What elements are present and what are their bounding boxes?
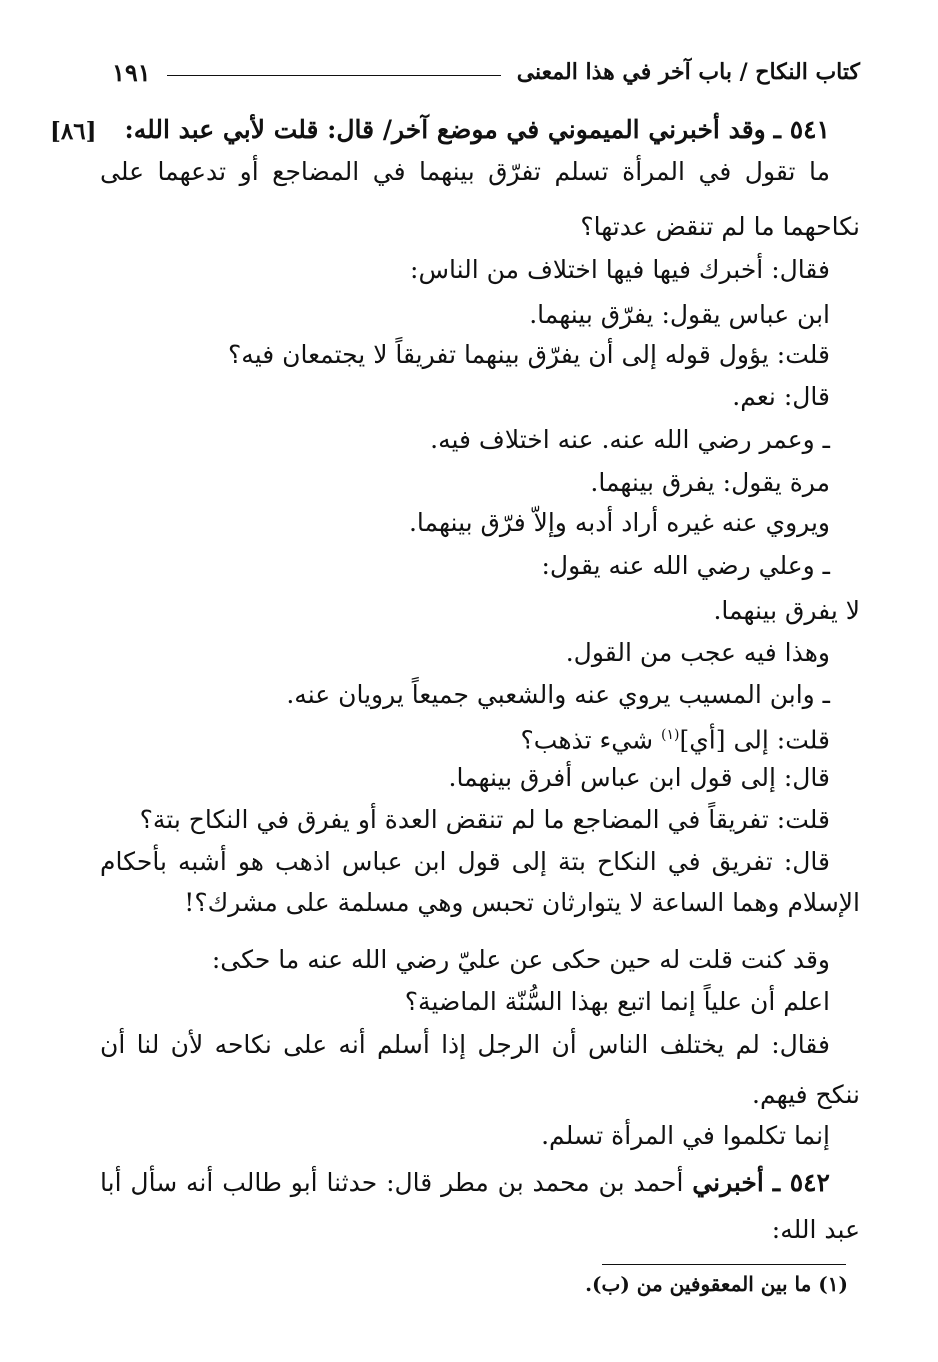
manuscript-folio-mark: [٨٦] (50, 118, 97, 145)
text-line: ويروي عنه غيره أراد أدبه وإلاّ فرّق بينهما. (408, 508, 830, 537)
text-line: وقد كنت قلت له حين حكى عن عليّ رضي الله عنه ما حكى: (211, 945, 830, 974)
footnote-ref: (١) (661, 727, 680, 743)
text-line: ـ وعمر رضي الله عنه. عنه اختلاف فيه. (430, 425, 830, 454)
text-line: ما تقول في المرأة تسلم تفرّق بينهما في المضاجع أو تدعهما على (100, 157, 830, 186)
entry-lead: أخبرني (692, 1168, 764, 1197)
text-line: ابن عباس يقول: يفرّق بينهما. (529, 300, 830, 329)
text-line: لا يفرق بينهما. (713, 596, 860, 625)
entry-number: ٥٤٢ ـ (772, 1168, 830, 1197)
text-line: ـ وعلي رضي الله عنه يقول: (541, 551, 830, 580)
text-line: ـ وابن المسيب يروي عنه والشعبي جميعاً يرويان عنه. (286, 680, 830, 709)
entry-lead: وقد أخبرني الميموني في موضع آخر/ (382, 115, 766, 144)
entry-rest: قال: قلت لأبي عبد الله: (124, 115, 383, 144)
entry-541-heading (124, 110, 830, 150)
text-line: ننكح فيهم. (752, 1080, 860, 1109)
text-line: مرة يقول: يفرق بينهما. (590, 468, 830, 497)
entry-542-heading (100, 1163, 830, 1203)
question-tail: شيء تذهب؟ (520, 725, 662, 755)
text-line: قال: نعم. (732, 382, 830, 411)
entry-rest: أحمد بن محمد بن مطر قال: حدثنا أبو طالب أنه سأل أبا (100, 1168, 693, 1197)
footnote-rule (602, 1264, 846, 1265)
text-line: قلت: تفريقاً في المضاجع ما لم تنقض العدة أو يفرق في النكاح بتة؟ (139, 805, 830, 834)
running-head: كتاب النكاح / باب آخر في هذا المعنى (516, 59, 860, 85)
header-rule (167, 75, 501, 76)
text-line: قلت: يؤول قوله إلى أن يفرّق بينهما تفريقاً لا يجتمعان فيه؟ (228, 340, 830, 369)
entry-number: ٥٤١ ـ (773, 115, 830, 144)
page-header (112, 52, 860, 92)
text-line: إنما تكلموا في المرأة تسلم. (541, 1121, 830, 1150)
text-line: وهذا فيه عجب من القول. (565, 638, 830, 667)
text-line-with-note (521, 715, 831, 755)
text-line: عبد الله: (771, 1215, 860, 1244)
footnote: (١) ما بين المعقوفين من (ب). (585, 1272, 848, 1296)
text-line: قال: تفريق في النكاح بتة إلى قول ابن عباس اذهب هو أشبه بأحكام (100, 847, 830, 876)
text-line: نكاحهما ما لم تنقض عدتها؟ (580, 212, 860, 241)
text-line: فقال: أخبرك فيها فيها اختلاف من الناس: (410, 255, 830, 284)
text-line: الإسلام وهما الساعة لا يتوارثان تحبس وهي مسلمة على مشرك؟! (184, 888, 860, 917)
text-line: فقال: لم يختلف الناس أن الرجل إذا أسلم أنه على نكاحه لأن لنا أن (100, 1030, 830, 1059)
text-line: قال: إلى قول ابن عباس أفرق بينهما. (448, 763, 830, 792)
page-number: ١٩١ (112, 57, 151, 87)
text-line: اعلم أن علياً إنما اتبع بهذا السُّنّة الماضية؟ (404, 987, 830, 1016)
question-text: قلت: إلى [أي] (679, 725, 830, 755)
